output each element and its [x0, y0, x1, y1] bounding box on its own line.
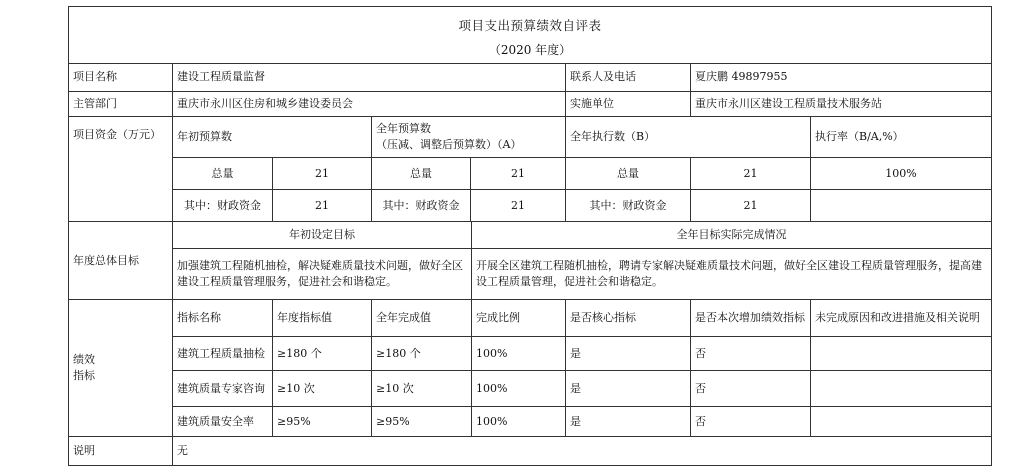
project-name-label: 项目名称: [69, 63, 173, 92]
funds-total-label: 总量: [173, 158, 273, 190]
ind-row-name: 建筑质量安全率: [173, 407, 273, 437]
funds-label: 项目资金（万元）: [69, 117, 173, 222]
ind-row-ratio: 100%: [472, 337, 566, 371]
ind-row-added: 否: [691, 337, 811, 371]
note-label: 说明: [69, 437, 173, 465]
ind-row-target: ≥180 个: [273, 337, 372, 371]
funds-fiscal-full-label: 其中：财政资金: [372, 190, 471, 222]
dept-value: 重庆市永川区住房和城乡建设委员会: [173, 92, 566, 117]
ind-header-done: 全年完成值: [372, 300, 472, 337]
funds-fiscal-full: 21: [471, 190, 566, 222]
funds-total-rate: 100%: [811, 158, 991, 190]
goals-label: 年度总体目标: [69, 222, 173, 300]
table-year: （2020 年度）: [488, 43, 572, 57]
funds-total-full: 21: [471, 158, 566, 190]
funds-full-header-line1: 全年预算数: [376, 122, 431, 135]
table-title: 项目支出预算绩效自评表: [458, 18, 602, 33]
funds-fiscal-rate: [811, 190, 991, 222]
ind-row-added: 否: [691, 407, 811, 437]
funds-total-full-label: 总量: [372, 158, 471, 190]
funds-total-initial: 21: [273, 158, 372, 190]
ind-row-target: ≥10 次: [273, 371, 372, 407]
ind-row-name: 建筑工程质量抽检: [173, 337, 273, 371]
indicators-label: [69, 300, 173, 437]
indicators-label-line1: 绩效: [73, 353, 95, 366]
funds-total-exec: 21: [691, 158, 811, 190]
ind-row-name: 建筑质量专家咨询: [173, 371, 273, 407]
ind-header-ratio: 完成比例: [472, 300, 566, 337]
ind-header-reason: 未完成原因和改进措施及相关说明: [811, 300, 991, 337]
ind-header-added: 是否本次增加绩效指标: [691, 300, 811, 337]
funds-total-exec-label: 总量: [566, 158, 691, 190]
ind-row-reason: [811, 337, 991, 371]
ind-row-ratio: 100%: [472, 371, 566, 407]
ind-row-done: ≥10 次: [372, 371, 472, 407]
goals-set-text: 加强建筑工程随机抽检，解决疑难质量技术问题，做好全区建设工程质量管理服务，促进社会和谐稳定。: [173, 249, 472, 300]
goals-actual-text: 开展全区建筑工程随机抽检，聘请专家解决疑难质量技术问题，做好全区建设工程质量管理服务，提高建设工程质量管理，促进社会和谐稳定。: [472, 249, 991, 300]
goals-set-header: 年初设定目标: [173, 222, 472, 249]
funds-full-header-line2: （压减、调整后预算数）（A）: [376, 138, 522, 151]
funds-exec-header: 全年执行数（B）: [566, 117, 811, 158]
ind-row-reason: [811, 407, 991, 437]
table-title-block: [69, 7, 991, 64]
funds-fiscal-exec: 21: [691, 190, 811, 222]
ind-row-reason: [811, 371, 991, 407]
contact-value: 夏庆鹏 49897955: [691, 63, 991, 92]
funds-fiscal-exec-label: 其中：财政资金: [566, 190, 691, 222]
ind-header-target: 年度指标值: [273, 300, 372, 337]
project-name-value: 建设工程质量监督: [173, 63, 566, 92]
goals-actual-header: 全年目标实际完成情况: [472, 222, 991, 249]
impl-label: 实施单位: [566, 92, 691, 117]
impl-value: 重庆市永川区建设工程质量技术服务站: [691, 92, 991, 117]
contact-label: 联系人及电话: [566, 63, 691, 92]
ind-row-core: 是: [566, 337, 691, 371]
ind-row-ratio: 100%: [472, 407, 566, 437]
ind-row-done: ≥95%: [372, 407, 472, 437]
ind-row-done: ≥180 个: [372, 337, 472, 371]
ind-row-target: ≥95%: [273, 407, 372, 437]
ind-row-added: 否: [691, 371, 811, 407]
evaluation-table: [68, 6, 992, 466]
ind-row-core: 是: [566, 371, 691, 407]
dept-label: 主管部门: [69, 92, 173, 117]
funds-fiscal-initial: 21: [273, 190, 372, 222]
ind-header-core: 是否核心指标: [566, 300, 691, 337]
ind-row-core: 是: [566, 407, 691, 437]
ind-header-name: 指标名称: [173, 300, 273, 337]
funds-full-header: [372, 117, 566, 158]
indicators-label-line2: 指标: [73, 369, 95, 382]
funds-rate-header: 执行率（B/A,%）: [811, 117, 991, 158]
funds-fiscal-label: 其中：财政资金: [173, 190, 273, 222]
funds-initial-header: 年初预算数: [173, 117, 372, 158]
note-value: 无: [177, 444, 188, 457]
